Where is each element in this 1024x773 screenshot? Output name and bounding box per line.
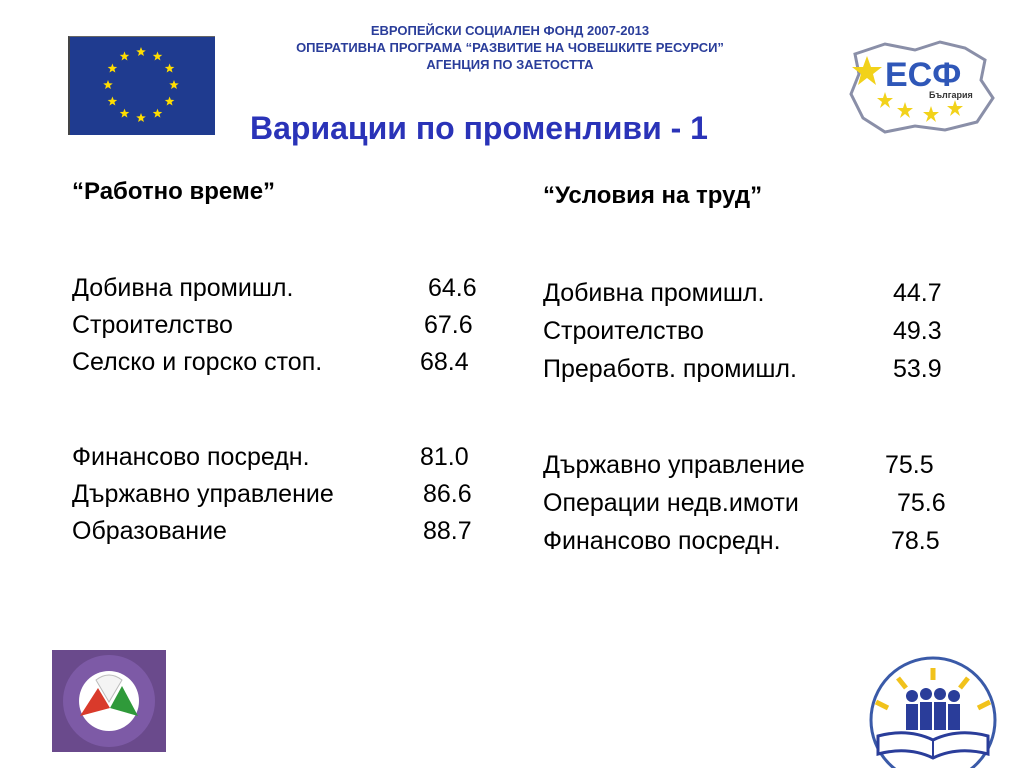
- eu-star-icon: [108, 64, 118, 73]
- item-label: Държавно управление: [72, 480, 334, 508]
- item-label: Финансово посредн.: [543, 527, 781, 555]
- item-label: Добивна промишл.: [543, 279, 765, 307]
- item-label: Преработв. промишл.: [543, 355, 797, 383]
- eu-star-icon: [165, 64, 175, 73]
- header-line-1: ЕВРОПЕЙСКИ СОЦИАЛЕН ФОНД 2007-2013: [370, 23, 650, 38]
- item-label: Добивна промишл.: [72, 274, 294, 302]
- eu-flag-logo: [68, 36, 215, 135]
- item-value: 86.6: [423, 480, 472, 508]
- item-value: 75.6: [897, 489, 946, 517]
- item-value: 68.4: [420, 348, 469, 376]
- eu-star-icon: [120, 51, 130, 60]
- working-conditions-heading: “Условия на труд”: [543, 182, 763, 209]
- list-item: [543, 350, 983, 388]
- list-item: [543, 312, 983, 350]
- item-label: Селско и горско стоп.: [72, 348, 323, 376]
- eu-star-icon: [136, 47, 146, 56]
- item-label: Строителство: [543, 317, 704, 345]
- knsb-confederation-logo: [52, 650, 166, 752]
- list-item: [543, 274, 983, 312]
- eu-star-icon: [120, 109, 130, 118]
- item-value: 64.6: [428, 274, 477, 302]
- item-label: Образование: [72, 517, 227, 545]
- working-time-column: [72, 178, 512, 550]
- header-line-3: АГЕНЦИЯ ПО ЗАЕТОСТТА: [426, 57, 594, 72]
- esf-logo-text: ЕСФ: [885, 56, 962, 94]
- eu-star-icon: [153, 51, 163, 60]
- list-item: [72, 270, 512, 307]
- list-item: [543, 484, 983, 522]
- eu-star-icon: [153, 109, 163, 118]
- item-label: Държавно управление: [543, 451, 805, 479]
- item-label: Финансово посредн.: [72, 443, 310, 471]
- eu-star-icon: [103, 80, 113, 89]
- item-value: 53.9: [893, 355, 942, 383]
- item-value: 78.5: [891, 527, 940, 555]
- item-value: 49.3: [893, 317, 942, 345]
- list-item: [72, 439, 512, 476]
- working-time-heading: “Работно време”: [72, 178, 276, 205]
- list-item: [72, 307, 512, 344]
- item-value: 44.7: [893, 279, 942, 307]
- item-value: 81.0: [420, 443, 469, 471]
- header-line-2: ОПЕРАТИВНА ПРОГРАМА “РАЗВИТИЕ НА ЧОВЕШКИТЕ РЕСУРСИ”: [296, 40, 724, 55]
- item-value: 88.7: [423, 517, 472, 545]
- item-label: Операции недв.имоти: [543, 489, 799, 517]
- slide-title: Вариации по променливи - 1: [250, 110, 708, 146]
- item-value: 67.6: [424, 311, 473, 339]
- esf-bulgaria-logo: [845, 36, 995, 136]
- esf-logo-subtext: България: [929, 90, 973, 100]
- list-item: [72, 513, 512, 550]
- list-item: [543, 522, 983, 560]
- program-header: [230, 22, 790, 73]
- list-item: [543, 446, 983, 484]
- eu-star-icon: [108, 97, 118, 106]
- list-item: [72, 344, 512, 381]
- eu-star-icon: [165, 97, 175, 106]
- collective-bargaining-logo: [848, 650, 1018, 768]
- eu-star-icon: [136, 113, 146, 122]
- item-label: Строителство: [72, 311, 233, 339]
- working-conditions-column: [543, 178, 983, 560]
- list-item: [72, 476, 512, 513]
- eu-star-icon: [169, 80, 179, 89]
- item-value: 75.5: [885, 451, 934, 479]
